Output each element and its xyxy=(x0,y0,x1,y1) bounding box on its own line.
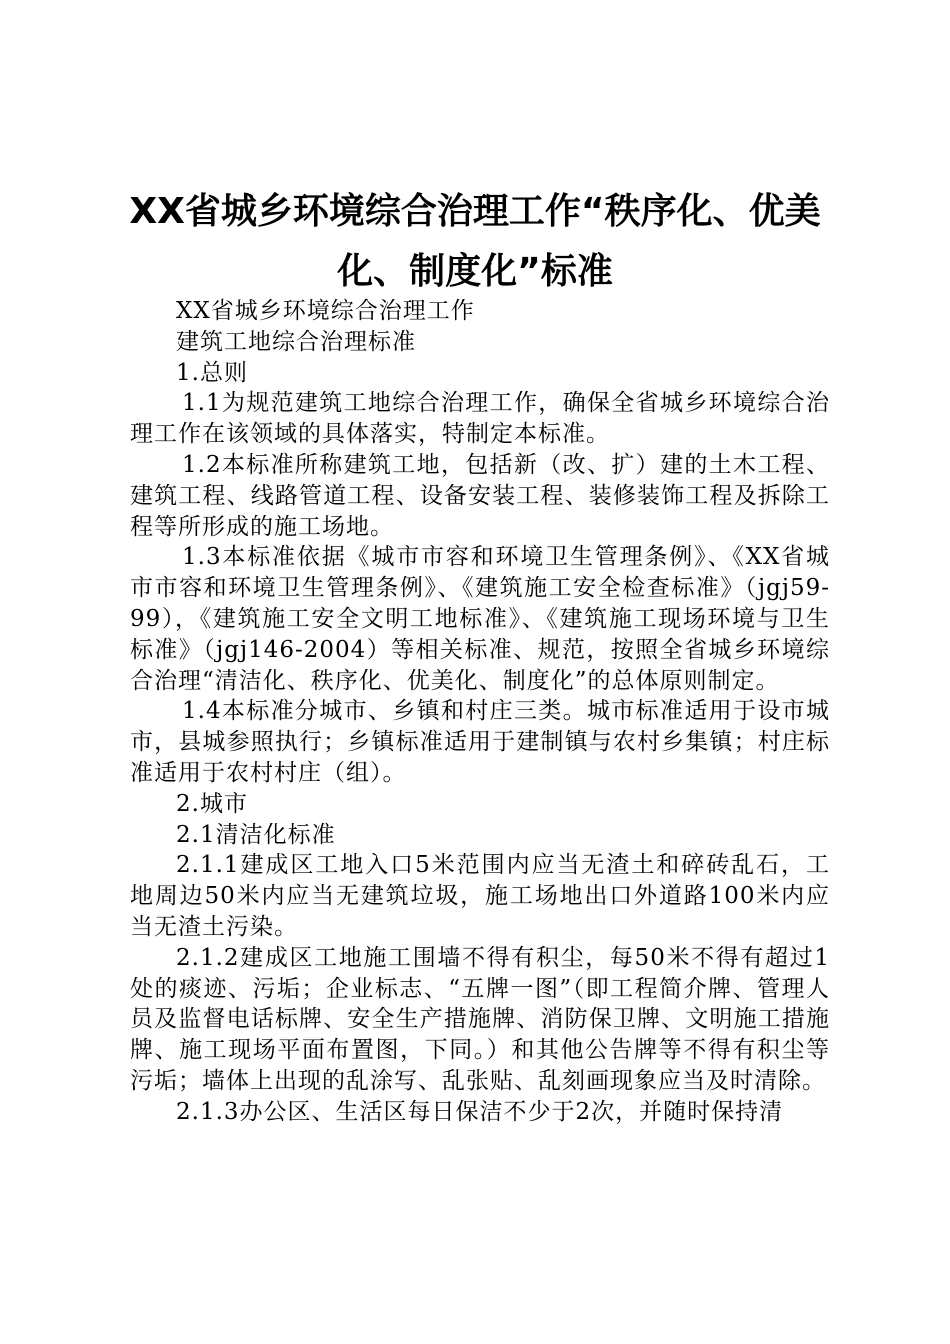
document-title: XX省城乡环境综合治理工作“秩序化、优美化、制度化”标准 xyxy=(129,191,821,292)
section-heading-cleanliness: 2.1清洁化标准 xyxy=(176,821,336,848)
paragraph-2-1-1: 2.1.1建成区工地入口5米范围内应当无渣土和碎砖乱石，工地周边50米内应当无建筑垃圾，施工场地出口外道路100米内应当无渣土污染。 xyxy=(130,852,830,940)
paragraph-1-3: 1.3本标准依据《城市市容和环境卫生管理条例》、《XX省城市市容和环境卫生管理条例》、《建筑施工安全检查标准》（jgj59-99），《建筑施工安全文明工地标准》、《建筑施工现场环境与卫生标准》（jgj146-2004）等相关标准、规范，按照全省城乡环境综合治理“清洁化、秩序化、优美化、制度化”的总体原则制定。 xyxy=(130,544,830,694)
paragraph-2-1-3: 2.1.3办公区、生活区每日保洁不少于2次，并随时保持清 xyxy=(176,1098,784,1125)
paragraph-1-2: 1.2本标准所称建筑工地，包括新（改、扩）建的土木工程、建筑工程、线路管道工程、设备安装工程、装修装饰工程及拆除工程等所形成的施工场地。 xyxy=(130,451,830,540)
paragraph-subtitle-2: 建筑工地综合治理标准 xyxy=(176,328,416,355)
document-body xyxy=(130,296,830,1128)
paragraph-2-1-2: 2.1.2建成区工地施工围墙不得有积尘，每50米不得有超过1处的痰迹、污垢；企业标志、“五牌一图”（即工程简介牌、管理人员及监督电话标牌、安全生产措施牌、消防保卫牌、文明施工措施牌、施工现场平面布置图，下同。）和其他公告牌等不得有积尘等污垢；墙体上出现的乱涂写、乱张贴、乱刻画现象应当及时清除。 xyxy=(130,944,830,1094)
paragraph-subtitle-1: XX省城乡环境综合治理工作 xyxy=(176,298,475,324)
section-heading-general: 1.总则 xyxy=(176,359,248,386)
section-heading-city: 2.城市 xyxy=(176,790,248,817)
paragraph-1-4: 1.4本标准分城市、乡镇和村庄三类。城市标准适用于设市城市，县城参照执行；乡镇标准适用于建制镇与农村乡集镇；村庄标准适用于农村村庄（组）。 xyxy=(130,698,830,786)
paragraph-1-1: 1.1为规范建筑工地综合治理工作，确保全省城乡环境综合治理工作在该领域的具体落实，特制定本标准。 xyxy=(130,390,830,448)
